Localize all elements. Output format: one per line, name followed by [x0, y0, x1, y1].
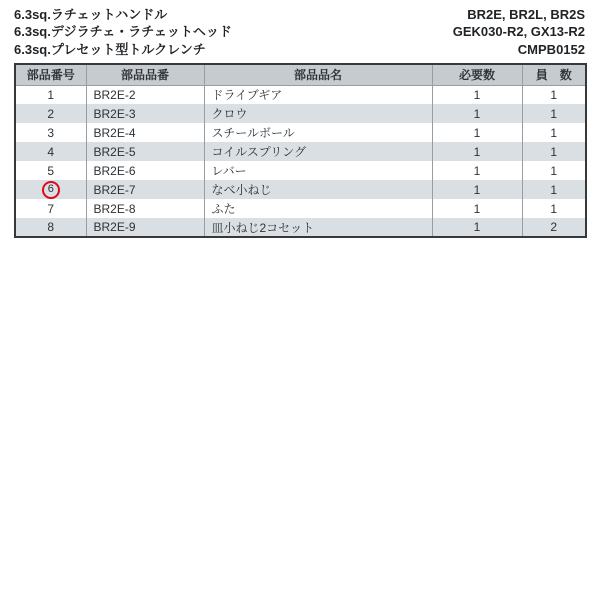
required-qty-cell: 1 — [432, 180, 522, 199]
column-header-required-qty: 必要数 — [432, 64, 522, 85]
part-name-cell: ドライブギア — [204, 85, 432, 104]
parts-table — [14, 63, 587, 238]
piece-count-cell: 1 — [522, 142, 586, 161]
red-circle-highlight: 6 — [42, 181, 60, 199]
part-name-cell: クロウ — [204, 104, 432, 123]
part-number-cell: 4 — [15, 142, 86, 161]
piece-count-cell: 1 — [550, 163, 558, 178]
column-header-part-code: 部品品番 — [86, 64, 204, 85]
part-code-cell: BR2E-7 — [86, 180, 204, 199]
part-code-cell: BR2E-6 — [86, 161, 204, 180]
table-row — [15, 199, 586, 218]
part-number-cell: 2 — [15, 104, 86, 123]
table-header-row — [15, 64, 586, 85]
part-number-cell: 1 — [15, 85, 86, 104]
piece-count-cell: 1 — [550, 87, 558, 102]
part-code-cell: BR2E-9 — [86, 218, 204, 237]
column-header-piece-count: 員 数 — [522, 64, 586, 85]
product-titles — [14, 6, 232, 58]
part-code-cell: BR2E-8 — [86, 199, 204, 218]
table-row — [15, 142, 586, 161]
document-header — [14, 6, 585, 58]
part-name-cell: ふた — [204, 199, 432, 218]
table-row — [15, 104, 586, 123]
product-title-2: 6.3sq.デジラチェ・ラチェットヘッド — [14, 24, 232, 40]
product-title-1: 6.3sq.ラチェットハンドル — [14, 7, 168, 22]
piece-count-cell: 1 — [522, 104, 586, 123]
piece-count-cell: 1 — [550, 125, 558, 140]
piece-count-cell: 1 — [522, 180, 586, 199]
required-qty-cell: 1 — [432, 218, 522, 237]
part-number-cell — [15, 180, 86, 199]
required-qty-cell: 1 — [432, 85, 522, 104]
part-code-cell: BR2E-2 — [86, 85, 204, 104]
model-numbers-2: GEK030-R2, GX13-R2 — [452, 24, 585, 40]
model-numbers — [453, 6, 585, 58]
required-qty-cell: 1 — [432, 161, 522, 180]
part-number-cell: 5 — [15, 161, 86, 180]
table-row — [15, 85, 586, 104]
part-name-cell: レバー — [204, 161, 432, 180]
part-name-cell: コイルスプリング — [204, 142, 432, 161]
required-qty-cell: 1 — [432, 123, 522, 142]
part-number-cell: 8 — [15, 218, 86, 237]
part-number-cell: 3 — [15, 123, 86, 142]
table-row — [15, 218, 586, 237]
column-header-part-name: 部品品名 — [204, 64, 432, 85]
product-title-3: 6.3sq.プレセット型トルクレンチ — [14, 41, 206, 57]
piece-count-cell: 2 — [522, 218, 586, 237]
part-name-cell: 皿小ねじ2コセット — [204, 218, 432, 237]
table-row — [15, 161, 586, 180]
part-name-cell: なべ小ねじ — [204, 180, 432, 199]
table-row — [15, 123, 586, 142]
required-qty-cell: 1 — [432, 199, 522, 218]
part-number-cell: 7 — [15, 199, 86, 218]
required-qty-cell: 1 — [432, 104, 522, 123]
required-qty-cell: 1 — [432, 142, 522, 161]
part-code-cell: BR2E-5 — [86, 142, 204, 161]
parts-table-body — [15, 85, 586, 237]
part-code-cell: BR2E-3 — [86, 104, 204, 123]
piece-count-cell: 1 — [550, 201, 558, 216]
part-name-cell: スチールボール — [204, 123, 432, 142]
column-header-part-number: 部品番号 — [15, 64, 86, 85]
part-code-cell: BR2E-4 — [86, 123, 204, 142]
model-numbers-3: CMPB0152 — [517, 41, 585, 57]
table-row — [15, 180, 586, 199]
model-numbers-1: BR2E, BR2L, BR2S — [467, 7, 585, 22]
